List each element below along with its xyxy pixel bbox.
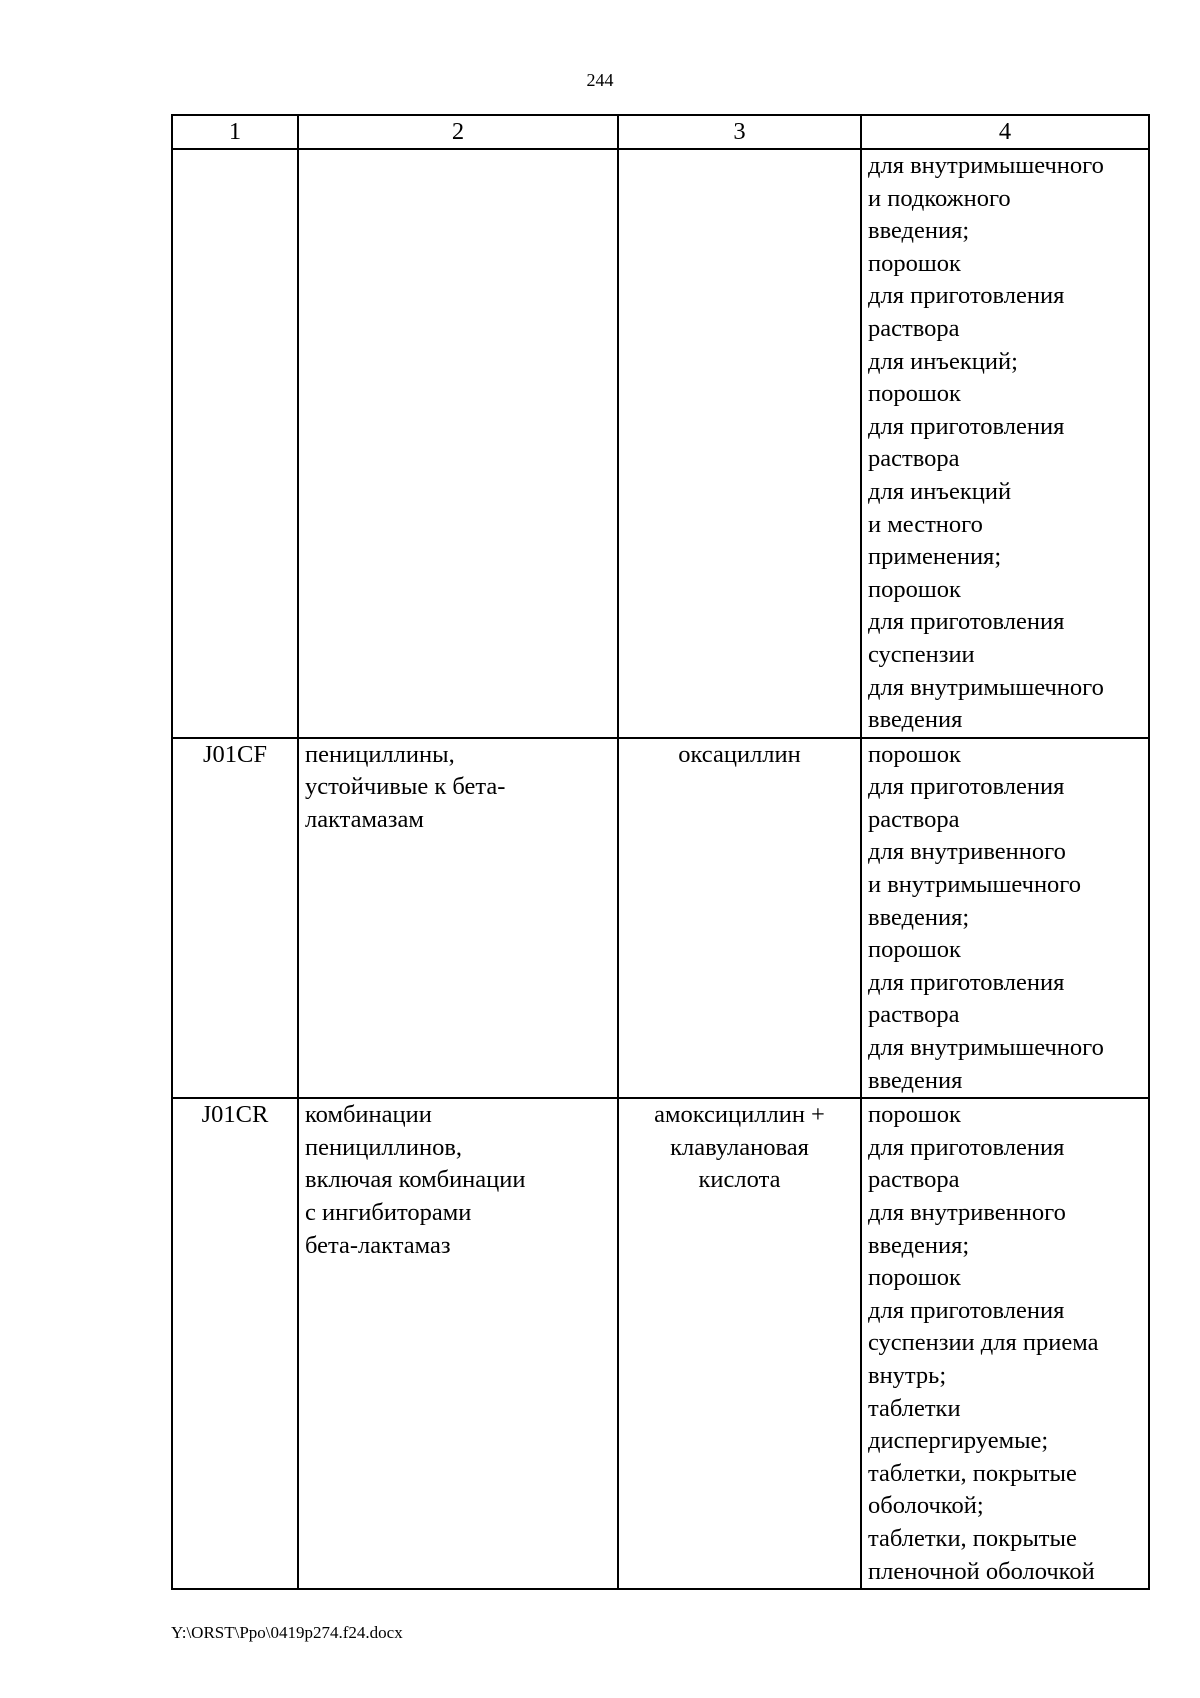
cell-line: введения; xyxy=(868,217,970,245)
cell-line: для внутримышечного xyxy=(868,1034,1104,1062)
cell-line: для внутривенного xyxy=(868,838,1066,866)
cell-line: введения; xyxy=(868,1231,970,1259)
cell-line: порошок xyxy=(868,1264,961,1292)
cell-line: для приготовления xyxy=(868,282,1065,310)
cell-line: введения xyxy=(868,706,963,734)
drug-name-cell xyxy=(618,149,861,738)
cell-line: и подкожного xyxy=(868,184,1011,212)
cell-line: порошок xyxy=(868,575,961,603)
cell-line: устойчивые к бета- xyxy=(305,773,506,801)
table-row xyxy=(172,149,1149,738)
column-header-2: 2 xyxy=(298,115,618,149)
column-header-4: 4 xyxy=(861,115,1149,149)
cell-line: введения xyxy=(868,1066,963,1094)
drug-name-cell xyxy=(618,1098,861,1589)
cell-line: для приготовления xyxy=(868,1133,1065,1161)
cell-line: суспензии xyxy=(868,640,975,668)
cell-line: для внутримышечного xyxy=(868,152,1104,179)
atc-code-cell xyxy=(172,738,298,1099)
cell-line: для приготовления xyxy=(868,1296,1065,1324)
pharmacological-group-cell xyxy=(298,149,618,738)
table-body xyxy=(172,149,1149,1589)
cell-line: комбинации xyxy=(305,1101,432,1129)
cell-line: раствора xyxy=(868,1001,960,1029)
cell-line: для приготовления xyxy=(868,773,1065,801)
table-row xyxy=(172,738,1149,1099)
cell-line: и внутримышечного xyxy=(868,871,1081,899)
cell-line: пенициллинов, xyxy=(305,1133,463,1161)
footer-file-path: Y:\ORST\Ppo\0419p274.f24.docx xyxy=(171,1623,403,1642)
cell-line: лактамазам xyxy=(305,805,424,833)
atc-code-cell xyxy=(172,1098,298,1589)
pharmacological-group-cell xyxy=(298,1098,618,1589)
dosage-forms-cell xyxy=(861,149,1149,738)
header-row xyxy=(172,115,1149,149)
cell-line: оксациллин xyxy=(678,740,801,768)
page-number: 244 xyxy=(586,70,614,90)
cell-line: для приготовления xyxy=(868,968,1065,996)
cell-line: применения; xyxy=(868,543,1002,571)
cell-line: раствора xyxy=(868,445,960,473)
cell-line: таблетки, покрытые xyxy=(868,1524,1077,1552)
column-header-3: 3 xyxy=(618,115,861,149)
column-header-1: 1 xyxy=(172,115,298,149)
drug-table xyxy=(171,114,1150,1590)
pharmacological-group-cell xyxy=(298,738,618,1099)
cell-line: амоксициллин + xyxy=(654,1101,825,1129)
drug-name-cell xyxy=(618,738,861,1099)
cell-line: порошок xyxy=(868,1101,961,1129)
cell-line: оболочкой; xyxy=(868,1492,984,1520)
cell-line: для инъекций; xyxy=(868,347,1018,375)
cell-line: с ингибиторами xyxy=(305,1199,472,1226)
cell-line: порошок xyxy=(868,740,961,768)
cell-line: раствора xyxy=(868,314,960,342)
cell-line: для приготовления xyxy=(868,608,1065,636)
cell-line: таблетки, покрытые xyxy=(868,1459,1077,1487)
cell-line: для инъекций xyxy=(868,477,1012,505)
cell-line: порошок xyxy=(868,380,961,408)
atc-code-cell xyxy=(172,149,298,738)
cell-line: включая комбинации xyxy=(305,1166,526,1194)
cell-line: таблетки xyxy=(868,1394,961,1422)
cell-line: кислота xyxy=(698,1166,781,1194)
cell-line: J01CF xyxy=(202,740,267,768)
cell-line: порошок xyxy=(868,249,961,277)
cell-line: бета-лактамаз xyxy=(305,1231,451,1259)
cell-line: для внутривенного xyxy=(868,1199,1066,1226)
cell-line: раствора xyxy=(868,805,960,833)
cell-line: для приготовления xyxy=(868,412,1065,440)
cell-line: внутрь; xyxy=(868,1361,947,1389)
cell-line: порошок xyxy=(868,936,961,964)
table-row xyxy=(172,1098,1149,1589)
cell-line: и местного xyxy=(868,510,983,538)
cell-line: пенициллины, xyxy=(305,740,455,768)
cell-line: введения; xyxy=(868,903,970,931)
cell-line: раствора xyxy=(868,1166,960,1194)
dosage-forms-cell xyxy=(861,1098,1149,1589)
cell-line: клавулановая xyxy=(670,1133,809,1161)
cell-line: пленочной оболочкой xyxy=(868,1557,1095,1585)
cell-line: J01CR xyxy=(201,1101,269,1129)
cell-line: суспензии для приема xyxy=(868,1329,1099,1357)
dosage-forms-cell xyxy=(861,738,1149,1099)
cell-line: диспергируемые; xyxy=(868,1427,1049,1455)
cell-line: для внутримышечного xyxy=(868,673,1104,701)
